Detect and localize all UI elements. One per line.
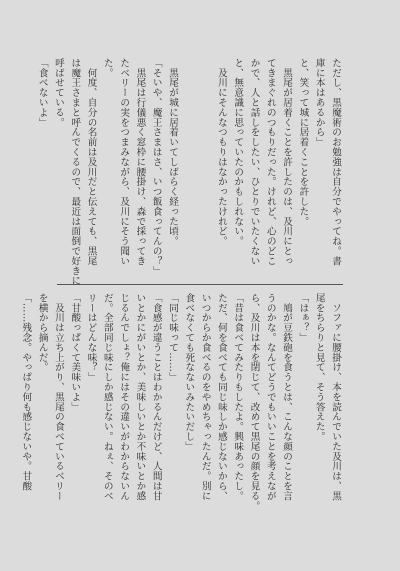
text-line: 何度、自分の名前は及川だと伝えても、黒尾 xyxy=(85,58,97,266)
text-line: ただし、黒魔術のお勉強は自分でやってね。書 xyxy=(330,58,341,266)
text-line: 「甘酸っぱくて美味いよ」 xyxy=(69,293,81,412)
text-line: 「はぁ？」 xyxy=(297,293,309,343)
text-line: を横から摘んだ。 xyxy=(36,293,48,373)
text-line: は魔王さまと呼んでくるので、最近は面倒で好きに xyxy=(69,58,81,286)
text-line: うのかな。なんてどうでもいいことを考えなが xyxy=(264,293,276,501)
text-line: 黒尾が城に居着いてしばらく経った頃。 xyxy=(167,58,179,247)
text-line: た。 xyxy=(101,58,113,78)
text-line: 黒尾は行儀悪く窓枠に腰掛け、森で採ってき xyxy=(134,58,146,266)
text-line: かで、人と話しをしたい、ひとりでいたくない xyxy=(248,58,260,266)
text-line: ら、及川は本を閉じて、改めて黒尾の顔を見る。 xyxy=(248,293,260,511)
text-line: ソファに腰掛け、本を読んでいた及川は、黒 xyxy=(330,293,341,501)
text-line: 庫に本はあるから」 xyxy=(313,58,325,148)
text-line: 呼ばせている。 xyxy=(52,58,64,128)
text-line xyxy=(180,58,196,278)
text-line: てきまぐれのつもりだった。けれど、心のどこ xyxy=(264,58,276,266)
text-line: 「昔は食べてみたりもしたよ。興味あったし。 xyxy=(232,293,244,501)
bottom-text-block xyxy=(20,293,343,511)
text-line: と、笑って城に居着くことを許した。 xyxy=(297,58,309,227)
text-line: 黒尾が居着くことを許したのは、及川にとっ xyxy=(281,58,293,266)
text-line: 「食感が違うことはわかるんだけど、人間は甘 xyxy=(150,293,162,501)
text-line: 食べなくても死なないみたいだし」 xyxy=(183,293,195,452)
text-line: 尾をちらりと見て、そう答えた。 xyxy=(313,293,325,442)
text-line: いとかにがいとか、美味しいとか不味いとか感 xyxy=(134,293,146,501)
text-line: 鳩が豆鉄砲を食うとは、こんな顔のことを言 xyxy=(281,293,293,501)
text-line: 及川は立ち上がり、黒尾の食べているベリー xyxy=(52,293,64,501)
section-divider xyxy=(57,284,343,285)
top-text-block xyxy=(36,58,343,286)
text-line: 「そいや、魔王さまはさ、いつ飯食ってんの？」 xyxy=(150,58,162,276)
text-line: たベリーの実をつまみながら、及川にそう聞い xyxy=(118,58,130,266)
text-line: と、無意識に思っていたのかもしれない。 xyxy=(232,58,244,247)
text-line: だ。全部同じ味にしか感じない。ねぇ、そのベ xyxy=(101,293,113,501)
text-line: じるんでしょ？俺にはその違いがわからないん xyxy=(118,293,130,501)
text-line: 「同じ味って……」 xyxy=(167,293,179,383)
text-line: 「……残念。やっぱり何も感じないや。甘酸 xyxy=(20,293,32,491)
text-line: ただ、何を食べても同じ味しか感じないから、 xyxy=(215,293,227,501)
text-line: リーはどんな味？」 xyxy=(85,293,97,383)
text-line xyxy=(196,58,212,278)
text-line: 及川にそんなつもりはなかったけれど。 xyxy=(215,58,227,247)
text-line: いつからか食べるのをやめちゃったんだ。別に xyxy=(199,293,211,501)
text-line: 「食べないよ」 xyxy=(36,58,48,128)
